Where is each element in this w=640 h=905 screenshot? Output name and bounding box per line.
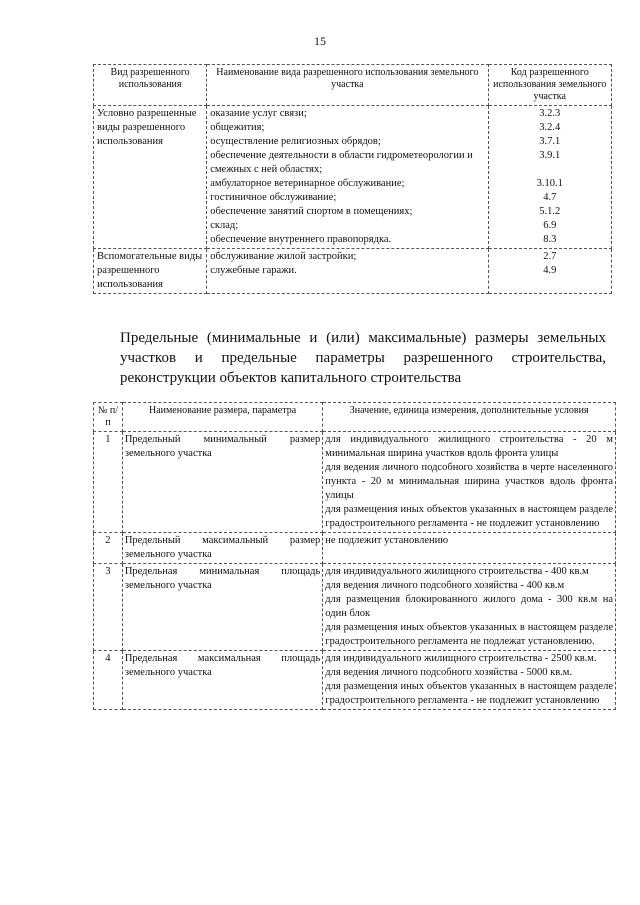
use-code: 5.1.2 — [539, 206, 561, 217]
list-item: обеспечение внутреннего правопорядка. — [210, 234, 392, 245]
list-item: обслуживание жилой застройки; — [210, 251, 357, 262]
list-item: осуществление религиозных обрядов; — [210, 136, 381, 147]
parameter-name: Предельный максимальный размер земельного участка — [124, 535, 321, 560]
use-code: 3.2.3 — [539, 108, 561, 119]
use-code: 4.9 — [543, 265, 557, 276]
parameter-values — [323, 432, 616, 533]
parameter-value: для ведения личного подсобного хозяйства - 400 кв.м — [325, 580, 565, 591]
parameter-value: для размещения иных объектов указанных в настоящем разделе градостроительного регламента - не подлежит установлению — [325, 681, 613, 706]
section-heading: Предельные (минимальные и (или) максимальные) размеры земельных участков и предельные параметры разрешенного строительства, реконструкции объектов капитального строительства — [120, 330, 606, 386]
table-header-row — [94, 65, 612, 106]
parameter-value: для индивидуального жилищного строительства - 400 кв.м — [325, 566, 589, 577]
list-item: амбулаторное ветеринарное обслуживание; — [210, 178, 405, 189]
use-code: 3.9.1 — [539, 150, 561, 161]
row-number: 3 — [94, 564, 123, 651]
parameter-name: Предельный минимальный размер земельного участка — [124, 434, 321, 459]
row-number: 1 — [94, 432, 123, 533]
page-number: 15 — [314, 34, 326, 48]
parameter-name: Предельная максимальная площадь земельного участка — [124, 653, 321, 678]
permitted-use-table — [93, 64, 612, 294]
use-category: Вспомогательные виды разрешенного использования — [94, 249, 207, 294]
use-code: 6.9 — [543, 220, 557, 231]
parameter-values — [323, 533, 616, 564]
list-item: обеспечение деятельности в области гидрометеорологии и смежных с ней областях; — [210, 150, 473, 175]
list-item: оказание услуг связи; — [210, 108, 307, 119]
header-use-type: Вид разрешенного использования — [94, 65, 207, 106]
parameter-value: для ведения личного подсобного хозяйства - 5000 кв.м. — [325, 667, 573, 678]
table-row — [94, 249, 612, 294]
list-item: служебные гаражи. — [210, 265, 297, 276]
use-code-spacer — [492, 163, 609, 177]
use-list — [207, 106, 488, 249]
parameter-value: для индивидуального жилищного строительства - 2500 кв.м. — [325, 653, 597, 664]
header-parameter-name: Наименование размера, параметра — [122, 403, 322, 432]
code-list — [488, 249, 612, 294]
header-parameter-value: Значение, единица измерения, дополнительные условия — [323, 403, 616, 432]
parameter-value: для ведения личного подсобного хозяйства в черте населенного пункта - 20 м минимальная ширина участков вдоль фронта улицы — [325, 462, 613, 501]
list-item: обеспечение занятий спортом в помещениях; — [210, 206, 413, 217]
parameter-value: для индивидуального жилищного строительства - 20 м минимальная ширина участков вдоль фронта улицы — [325, 434, 613, 459]
use-code: 4.7 — [543, 192, 557, 203]
use-code: 3.2.4 — [539, 122, 561, 133]
table-header-row — [94, 403, 616, 432]
table-row — [94, 106, 612, 249]
parameter-values — [323, 651, 616, 710]
use-code: 2.7 — [543, 251, 557, 262]
list-item: общежития; — [210, 122, 265, 133]
row-number: 4 — [94, 651, 123, 710]
use-category: Условно разрешенные виды разрешенного использования — [94, 106, 207, 249]
parameter-value: не подлежит установлению — [325, 535, 449, 546]
header-number: № п/п — [94, 403, 123, 432]
list-item: гостиничное обслуживание; — [210, 192, 337, 203]
parameter-value: для размещения иных объектов указанных в настоящем разделе градостроительного регламента не подлежат установлению. — [325, 622, 613, 647]
table-row — [94, 432, 616, 533]
use-list — [207, 249, 488, 294]
parameter-values — [323, 564, 616, 651]
table-row — [94, 651, 616, 710]
header-use-code: Код разрешенного использования земельного участка — [488, 65, 612, 106]
table-row — [94, 564, 616, 651]
parameter-value: для размещения блокированного жилого дома - 300 кв.м на один блок — [325, 594, 613, 619]
use-code: 8.3 — [543, 234, 557, 245]
parameter-name: Предельная минимальная площадь земельного участка — [124, 566, 321, 591]
row-number: 2 — [94, 533, 123, 564]
list-item: склад; — [210, 220, 239, 231]
code-list — [488, 106, 612, 249]
parameters-table — [93, 402, 616, 710]
parameter-value: для размещения иных объектов указанных в настоящем разделе градостроительного регламента - не подлежит установлению — [325, 504, 613, 529]
use-code: 3.7.1 — [539, 136, 561, 147]
table-row — [94, 533, 616, 564]
header-use-name: Наименование вида разрешенного использования земельного участка — [207, 65, 488, 106]
use-code: 3.10.1 — [536, 178, 563, 189]
